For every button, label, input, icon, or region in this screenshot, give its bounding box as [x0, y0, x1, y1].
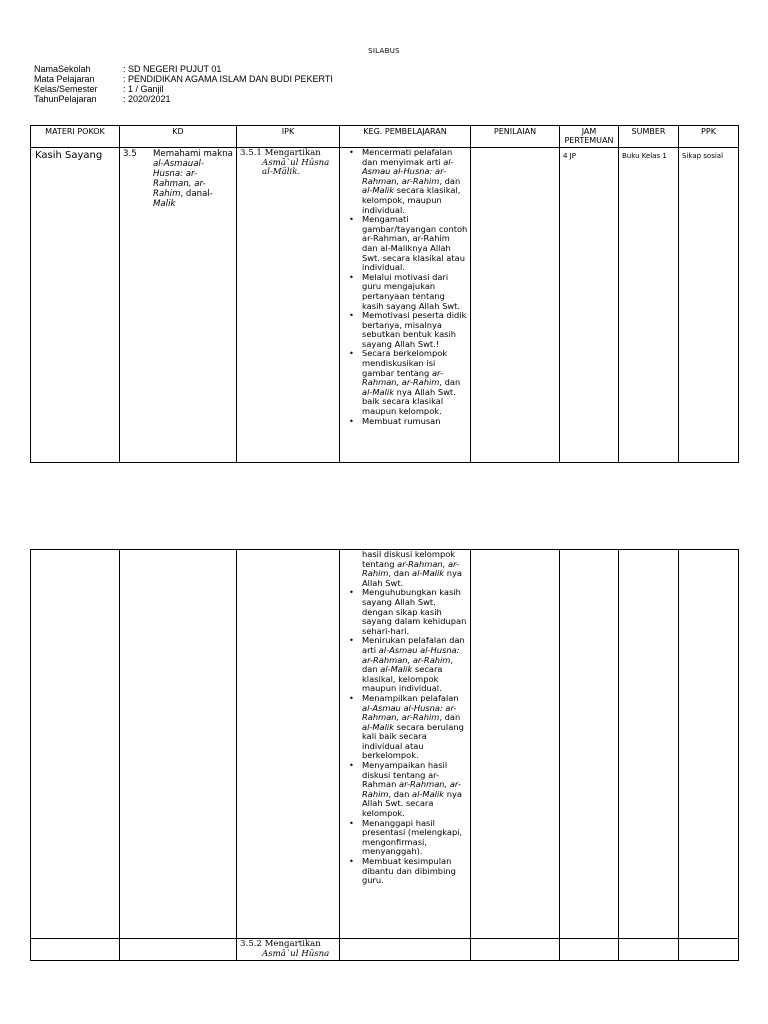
cell-sumber [619, 148, 679, 463]
table-row [31, 939, 739, 961]
header-ppk: PPK [679, 126, 739, 148]
table-header-row [31, 126, 739, 148]
activity-item: • Secara berkelompok mendiskusikan isi gambar tentang ar-Rahman, ar-Rahim, dan al-Malik nya Allah Swt. baik secara klasikal maupun kelompok. [362, 349, 468, 416]
table-row [31, 148, 739, 463]
meta-value: : PENDIDIKAN AGAMA ISLAM DAN BUDI PEKERTI [123, 74, 333, 84]
meta-row-class [34, 84, 333, 94]
activity-item: • Menyampaikan hasil diskusi tentang ar-Rahman ar-Rahman, ar-Rahim, dan al-Malik nya Allah Swt. secara kelompok. [362, 761, 468, 819]
meta-label: NamaSekolah [34, 64, 91, 74]
ipk-number: 3.5.1 Mengartikan [240, 148, 321, 158]
document-meta [34, 64, 333, 104]
header-materi-pokok: MATERI POKOK [31, 126, 120, 148]
cell-materi [31, 550, 120, 939]
cell-ipk [237, 550, 340, 939]
sumber-text: Buku Kelas 1 [622, 152, 667, 160]
meta-label: Kelas/Semester [34, 84, 98, 94]
activity-item: • Menampilkan pelafalan al-Asmau al-Husna: ar-Rahman, ar-Rahim, dan al-Malik secara berulang kali baik secara individual atau berkelompok. [362, 694, 468, 761]
materi-text: Kasih Sayang [35, 150, 103, 161]
activity-item: • Memotivasi peserta didik bertanya, misalnya sebutkan bentuk kasih sayang Allah Swt.! [362, 311, 468, 349]
activity-item: • Mencermati pelafalan dan menyimak arti al-Asmau al-Husna: ar-Rahman, ar-Rahim, dan al-Malik secara klasikal, kelompok, maupun individual. [362, 148, 468, 215]
cell-sumber [619, 550, 679, 939]
kd-text: Memahami makna al-Asmaual-Husna: ar-Rahman, ar-Rahim, danal- Malik [153, 149, 233, 209]
cell-kd [120, 939, 237, 961]
cell-jam [560, 148, 619, 463]
jam-text: 4 JP [563, 152, 576, 160]
cell-ppk [679, 939, 739, 961]
header-jam-pertemuan: JAM PERTEMUAN [560, 126, 619, 148]
cell-materi [31, 939, 120, 961]
meta-row-year [34, 94, 333, 104]
kd-number: 3.5 [123, 149, 137, 159]
activity-item: • Menanggapi hasil presentasi (melengkapi, mengonfirmasi, menyanggah). [362, 819, 468, 857]
meta-label: Mata Pelajaran [34, 74, 95, 84]
cell-penilaian [471, 148, 560, 463]
meta-value: : SD NEGERI PUJUT 01 [123, 64, 222, 74]
cell-jam [560, 550, 619, 939]
cell-ipk [237, 939, 340, 961]
meta-value: : 2020/2021 [123, 94, 171, 104]
cell-kegiatan [340, 550, 471, 939]
activity-list [340, 148, 470, 426]
cell-jam [560, 939, 619, 961]
cell-ppk [679, 148, 739, 463]
cell-penilaian [471, 939, 560, 961]
activity-item: • Melalui motivasi dari guru mengajukan pertanyaan tentang kasih sayang Allah Swt. [362, 273, 468, 311]
header-ipk: IPK [237, 126, 340, 148]
header-keg-pembelajaran: KEG. PEMBELAJARAN [340, 126, 471, 148]
activity-item: • Menguhubungkan kasih sayang Allah Swt. dengan sikap kasih sayang dalam kehidupan sehari-hari. [362, 588, 468, 636]
cell-ipk [237, 148, 340, 463]
document-title: SILABUS [368, 47, 400, 55]
syllabus-table-page2 [30, 549, 739, 961]
activity-item: • Membuat rumusan [362, 417, 468, 427]
ipk-text: Asmā`ul Hūsna al-Mālik. [262, 157, 330, 177]
ipk-text: Asmā`ul Hūsna [262, 948, 330, 959]
meta-value: : 1 / Ganjil [123, 84, 164, 94]
meta-row-subject [34, 74, 333, 84]
cell-sumber [619, 939, 679, 961]
cell-kegiatan [340, 148, 471, 463]
cell-kegiatan [340, 939, 471, 961]
table-row [31, 550, 739, 939]
meta-row-school [34, 64, 333, 74]
activity-item: • Membuat kesimpulan dibantu dan dibimbing guru. [362, 857, 468, 886]
meta-label: TahunPelajaran [34, 94, 97, 104]
cell-ppk [679, 550, 739, 939]
header-sumber: SUMBER [619, 126, 679, 148]
header-penilaian: PENILAIAN [471, 126, 560, 148]
cell-materi [31, 148, 120, 463]
syllabus-table-page1 [30, 125, 739, 463]
activity-continuation: hasil diskusi kelompok tentang ar-Rahman, ar-Rahim, dan al-Malik nya Allah Swt. [362, 549, 462, 588]
cell-kd [120, 550, 237, 939]
cell-kd [120, 148, 237, 463]
activity-item: • Mengamati gambar/tayangan contoh ar-Rahman, ar-Rahim dan al-Maliknya Allah Swt. secara klasikal atau individual. [362, 215, 468, 273]
activity-item: • Menirukan pelafalan dan arti al-Asmau al-Husna: ar-Rahman, ar-Rahim, dan al-Malik secara klasikal, kelompok maupun individual. [362, 636, 468, 694]
activity-list [340, 550, 470, 886]
ipk-number: 3.5.2 Mengartikan [240, 939, 321, 949]
cell-penilaian [471, 550, 560, 939]
ppk-text: Sikap sosial [682, 152, 724, 160]
header-kd: KD [120, 126, 237, 148]
